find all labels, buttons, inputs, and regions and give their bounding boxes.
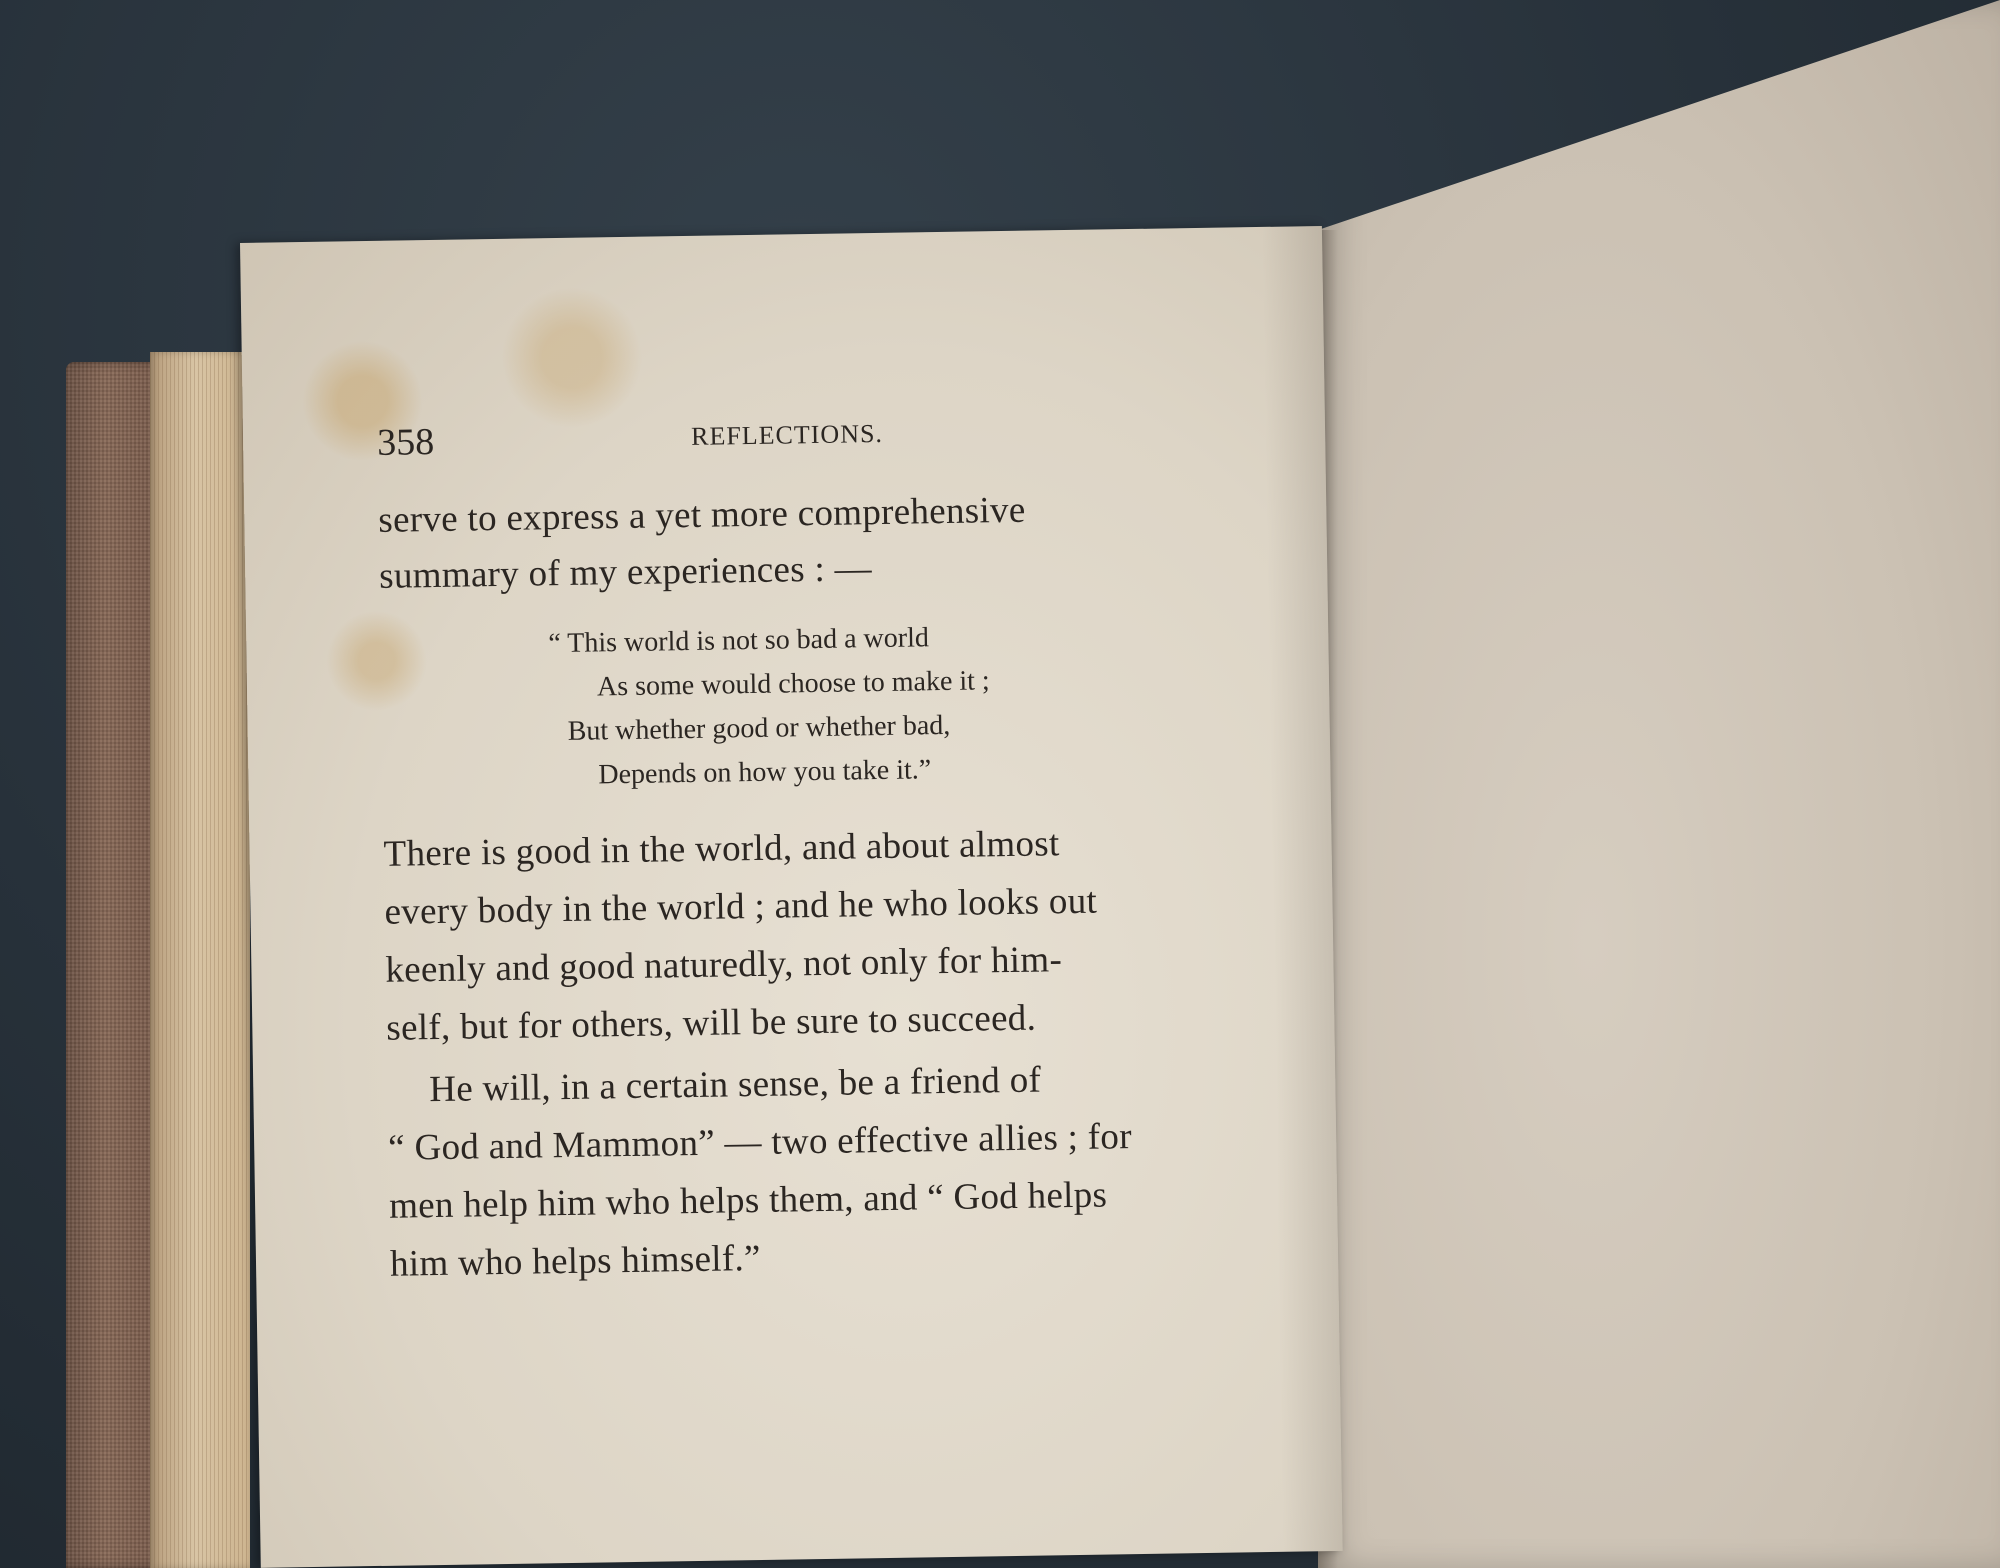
- verse-line: But whether good or whether bad,: [567, 709, 951, 747]
- paragraph-line: men help him who helps them, and “ God helps: [388, 1174, 1108, 1227]
- paragraph-line: self, but for others, will be sure to succeed.: [386, 997, 1037, 1049]
- paragraph-line: “ God and Mammon” — two effective allies ; for: [387, 1116, 1133, 1169]
- paragraph-line: He will, in a certain sense, be a friend of: [428, 1059, 1042, 1111]
- verse-line: As some would choose to make it ;: [596, 665, 990, 703]
- left-page: [240, 226, 1343, 1568]
- intro-line: serve to express a yet more comprehensive: [378, 489, 1026, 541]
- intro-line: summary of my experiences : —: [378, 548, 873, 597]
- running-head: REFLECTIONS.: [690, 418, 884, 451]
- paragraph-line: every body in the world ; and he who looks out: [384, 880, 1098, 933]
- verse-line: Depends on how you take it.”: [598, 754, 932, 791]
- page-edges: [150, 352, 250, 1568]
- page-number: 358: [376, 420, 435, 464]
- verse-line: “ This world is not so bad a world: [548, 622, 930, 660]
- paragraph-line: There is good in the world, and about almost: [383, 823, 1060, 875]
- paragraph-line: him who helps himself.”: [389, 1237, 762, 1285]
- right-page: [1318, 0, 2000, 1568]
- paragraph-line: keenly and good naturedly, not only for him-: [385, 939, 1063, 991]
